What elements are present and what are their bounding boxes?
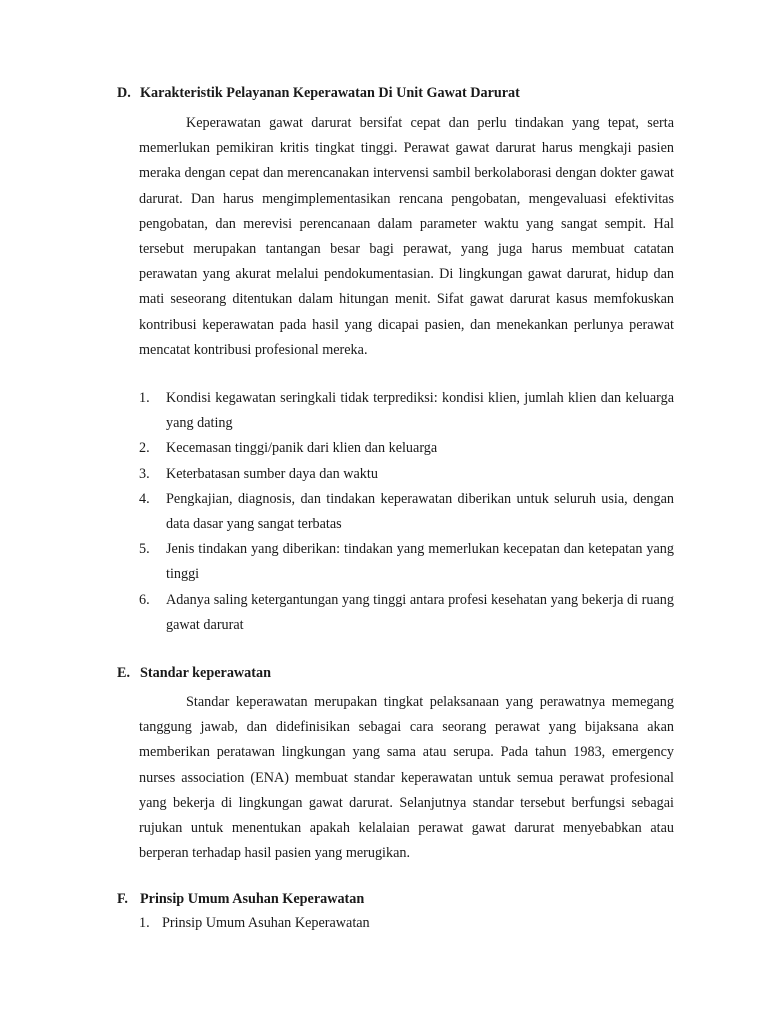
list-item bbox=[139, 487, 674, 537]
list-item-number: 3. bbox=[139, 465, 150, 482]
section-d-letter: D. bbox=[117, 85, 131, 101]
section-d-list bbox=[139, 386, 674, 638]
list-item bbox=[139, 436, 674, 461]
section-d-paragraph bbox=[139, 111, 674, 363]
section-f-heading bbox=[117, 891, 364, 908]
list-item bbox=[139, 537, 674, 587]
list-item-number: 4. bbox=[139, 490, 150, 507]
section-d-paragraph-text: Keperawatan gawat darurat bersifat cepat dan perlu tindakan yang tepat, serta memerlukan pemikiran kritis tingkat tinggi. Perawat gawat darurat harus mengkaji pasien meraka dengan cepat dan merencanakan intervensi sambil berkolaborasi dengan dokter gawat darurat. Dan harus mengimplementasikan rencana pengobatan, mengevaluasi efektivitas pengobatan, dan merevisi perencanaan dalam parameter waktu yang sangat sempit. Hal tersebut merupakan tantangan besar bagi perawat, yang juga harus membuat catatan perawatan yang akurat melalui pendokumentasian. Di lingkungan gawat darurat, hidup dan mati seseorang ditentukan dalam hitungan menit. Sifat gawat darurat kasus memfokuskan kontribusi keperawatan pada hasil yang dicapai pasien, dan menekankan perlunya perawat mencatat kontribusi profesional mereka. bbox=[139, 115, 674, 358]
list-item-number: 1. bbox=[139, 390, 150, 406]
section-e-heading bbox=[117, 665, 271, 682]
list-item-text: Kecemasan tinggi/panik dari klien dan keluarga bbox=[166, 440, 438, 457]
list-item-number: 5. bbox=[139, 541, 150, 558]
list-item-text: Jenis tindakan yang diberikan: tindakan yang memerlukan kecepatan dan ketepatan yang tinggi bbox=[166, 541, 674, 583]
section-d-heading bbox=[117, 85, 520, 102]
list-item-text: Pengkajian, diagnosis, dan tindakan keperawatan diberikan untuk seluruh usia, dengan data dasar yang sangat terbatas bbox=[166, 490, 674, 533]
list-item-number: 1. bbox=[139, 915, 150, 931]
list-item-text: Adanya saling ketergantungan yang tinggi antara profesi kesehatan yang bekerja di ruang gawat darurat bbox=[166, 591, 674, 633]
list-item bbox=[139, 588, 674, 638]
section-e-title: Standar keperawatan bbox=[140, 665, 271, 681]
section-d-title: Karakteristik Pelayanan Keperawatan Di Unit Gawat Darurat bbox=[140, 85, 520, 101]
section-e-letter: E. bbox=[117, 665, 131, 681]
list-item-number: 6. bbox=[139, 591, 150, 608]
list-item bbox=[139, 386, 674, 436]
section-e-paragraph-text: Standar keperawatan merupakan tingkat pelaksanaan yang perawatnya memegang tanggung jawab, dan didefinisikan sebagai cara seorang perawat yang bijaksana akan memberikan peratawan lingkungan yang sama atau serupa. Pada tahun 1983, emergency nurses association (ENA) membuat standar keperawatan untuk semua perawat profesional yang bekerja di lingkungan gawat darurat. Selanjutnya standar tersebut berfungsi sebagai rujukan untuk menentukan apakah kelalaian perawat gawat darurat menyebabkan atau berperan terhadap hasil pasien yang merugikan. bbox=[139, 694, 674, 862]
list-item-text: Prinsip Umum Asuhan Keperawatan bbox=[162, 915, 370, 931]
list-item-text: Keterbatasan sumber daya dan waktu bbox=[166, 465, 378, 482]
section-f-list bbox=[139, 915, 370, 932]
list-item-number: 2. bbox=[139, 440, 150, 457]
list-item-text: Kondisi kegawatan seringkali tidak terprediksi: kondisi klien, jumlah klien dan keluarga yang dating bbox=[166, 390, 674, 432]
section-f-title: Prinsip Umum Asuhan Keperawatan bbox=[140, 891, 365, 907]
section-e-paragraph bbox=[139, 690, 674, 866]
section-f-letter: F. bbox=[117, 891, 128, 907]
list-item bbox=[139, 462, 674, 487]
